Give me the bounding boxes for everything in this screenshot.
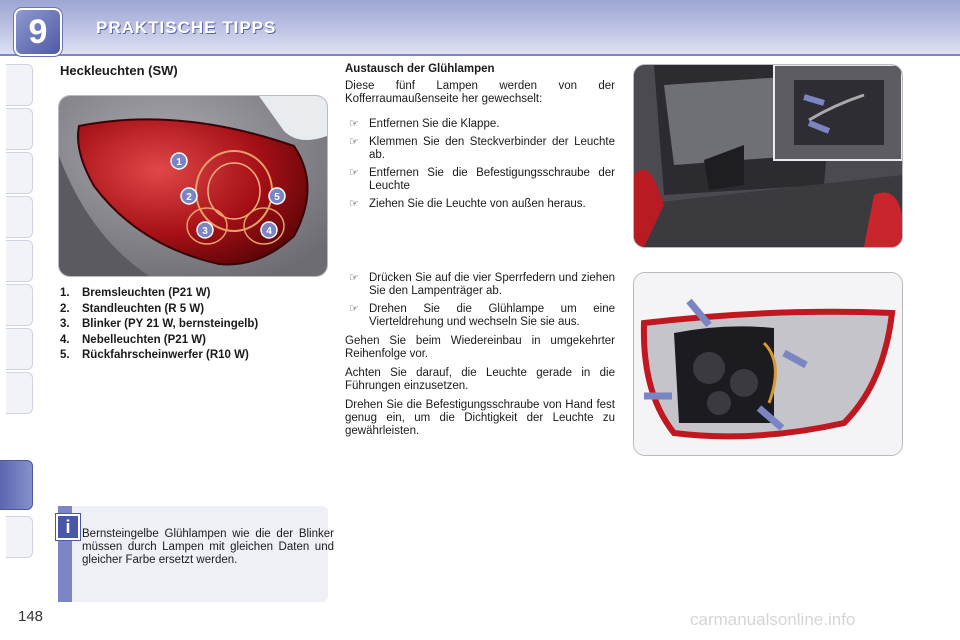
chapter-tab[interactable] (6, 284, 33, 326)
instruction-paragraph: Achten Sie darauf, die Leuchte gerade in die Führungen einzusetzen. (345, 367, 615, 392)
instruction-paragraph: Drehen Sie die Befestigungsschraube von Hand fest genug ein, um die Dichtigkeit der Leuchte zu gewährleisten. (345, 399, 615, 437)
chapter-tab[interactable] (6, 372, 33, 414)
svg-text:5: 5 (274, 192, 280, 203)
step-item: ☞ Drehen Sie die Glühlampe um eine Vierteldrehung und wechseln Sie sie aus. (345, 303, 615, 329)
chapter-tab[interactable] (6, 328, 33, 370)
info-text: Bernsteingelbe Glühlampen wie die der Blinker müssen durch Lampen mit gleichen Daten und gleicher Farbe ersetzt werden. (82, 528, 334, 566)
replacement-instructions-bottom (345, 272, 615, 444)
tail-lamp-illustration (59, 96, 327, 276)
chapter-tab[interactable] (6, 240, 33, 282)
marker-5 (269, 188, 285, 204)
info-note (58, 506, 334, 602)
legend-item: 4. Nebelleuchten (P21 W) (60, 333, 206, 346)
lamp-carrier-photo (633, 272, 903, 456)
marker-1 (171, 153, 187, 169)
instruction-paragraph: Gehen Sie beim Wiedereinbau in umgekehrter Reihenfolge vor. (345, 335, 615, 360)
replacement-instructions-top (345, 63, 615, 216)
replacement-intro: Diese fünf Lampen werden von der Kofferraumaußenseite her gewechselt: (345, 80, 615, 105)
page-number: 148 (18, 608, 44, 625)
step-item: ☞ Klemmen Sie den Steckverbinder der Leuchte ab. (345, 136, 615, 162)
info-icon: i (56, 514, 80, 540)
chapter-tab[interactable] (6, 196, 33, 238)
svg-text:3: 3 (202, 226, 208, 237)
step-item: ☞ Drücken Sie auf die vier Sperrfedern und ziehen Sie den Lampenträger ab. (345, 272, 615, 298)
chapter-tab[interactable] (6, 64, 33, 106)
marker-2 (181, 188, 197, 204)
chapter-tab[interactable] (6, 152, 33, 194)
marker-3 (197, 222, 213, 238)
trunk-photo (633, 64, 903, 248)
step-item: ☞ Entfernen Sie die Klappe. (345, 118, 615, 131)
watermark: carmanualsonline.info (690, 610, 856, 629)
lamp-carrier-illustration (634, 273, 902, 455)
chapter-title: PRAKTISCHE TIPPS (96, 18, 277, 37)
tail-lamp-figure (58, 95, 328, 277)
bulb-legend (60, 287, 330, 365)
svg-text:4: 4 (266, 226, 272, 237)
svg-text:2: 2 (186, 192, 192, 203)
marker-4 (261, 222, 277, 238)
step-item: ☞ Entfernen Sie die Befestigungsschraube der Leuchte (345, 167, 615, 193)
step-item: ☞ Ziehen Sie die Leuchte von außen heraus. (345, 198, 615, 211)
svg-text:1: 1 (176, 157, 182, 168)
trunk-illustration (634, 65, 902, 247)
header-divider (0, 54, 960, 56)
replacement-heading: Austausch der Glühlampen (345, 63, 495, 75)
legend-item: 2. Standleuchten (R 5 W) (60, 302, 205, 315)
chapter-tabs (0, 64, 34, 574)
legend-item: 3. Blinker (PY 21 W, bernsteingelb) (60, 318, 259, 330)
legend-item: 1. Bremsleuchten (P21 W) (60, 287, 211, 299)
chapter-tab-active[interactable] (0, 460, 33, 510)
chapter-number-badge: 9 (14, 8, 62, 56)
legend-item: 5. Rückfahrscheinwerfer (R10 W) (60, 349, 249, 361)
chapter-tab[interactable] (6, 108, 33, 150)
section-title: Heckleuchten (SW) (60, 63, 178, 78)
chapter-tab[interactable] (6, 516, 33, 558)
